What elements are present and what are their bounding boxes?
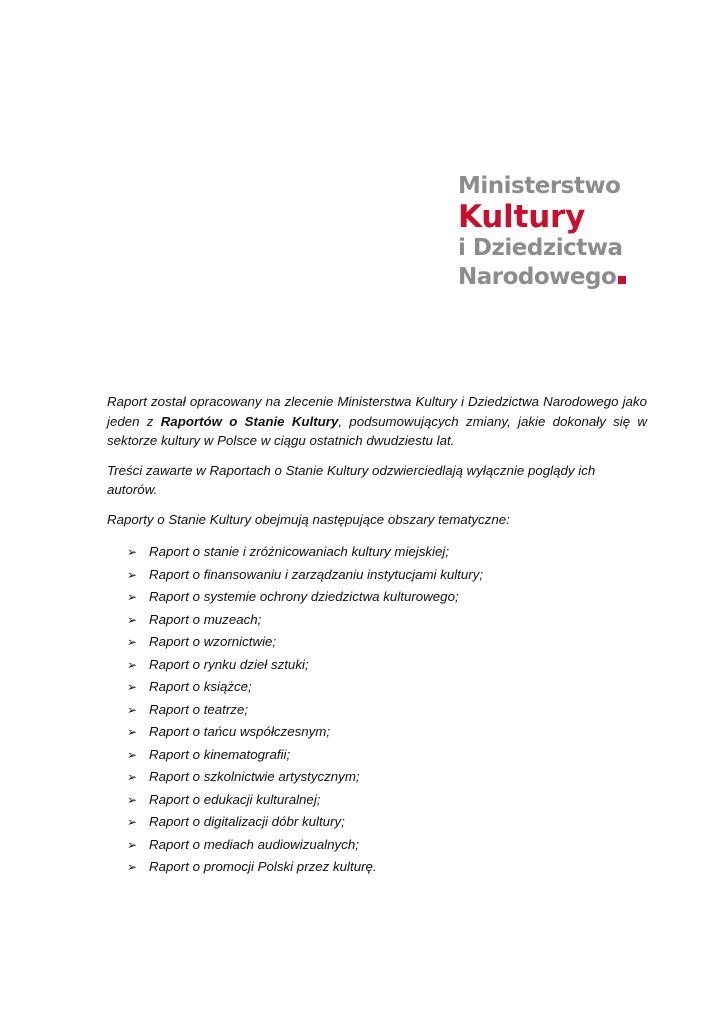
arrow-bullet-icon: ➢ [127,702,138,717]
intro-p1-bold: Raportów o Stanie Kultury [160,413,339,429]
topics-list [127,543,647,881]
intro-p1-start: Raport został opracowany na zlecenie Ministerstwa Kultury i Dziedzictwa Narodowego jako jeden z [107,394,647,429]
arrow-bullet-icon: ➢ [127,770,138,784]
list-item [127,611,647,634]
list-item [127,746,647,769]
topic-label: Raport o promocji Polski przez kulturę. [149,859,377,874]
list-item [127,836,647,859]
intro-text [107,392,647,539]
topic-label: Raport o książce; [149,679,252,694]
topic-label: Raport o tańcu współczesnym; [149,724,331,739]
topic-label: Raport o edukacji kulturalnej; [149,791,321,807]
logo-line-narodowego: Narodowego [458,264,617,290]
list-item [127,656,647,679]
arrow-bullet-icon: ➢ [127,635,138,649]
logo-line-ministerstwo: Ministerstwo [458,173,621,199]
list-item [127,588,647,611]
topic-label: Raport o rynku dzieł sztuki; [149,656,309,672]
list-item [127,543,647,566]
list-item [127,678,647,701]
arrow-bullet-icon: ➢ [127,567,138,582]
list-item [127,791,647,814]
list-item [127,723,647,746]
topic-label: Raport o digitalizacji dóbr kultury; [149,814,345,829]
list-item [127,813,647,836]
logo-line-narodowego-wrap [458,263,658,292]
topic-label: Raport o teatrze; [149,701,249,717]
list-item [127,633,647,656]
intro-p1-end: , podsumowujących zmiany, jakie dokonały się w sektorze kultury w Polsce w ciągu ostatnich dwudziestu lat. [107,413,647,448]
topic-label: Raport o wzornictwie; [149,634,277,649]
logo-line-kultury: Kultury [458,199,586,235]
topic-label: Raport o muzeach; [149,611,262,627]
intro-paragraph-1 [107,392,647,451]
topic-label: Raport o szkolnictwie artystycznym; [149,769,360,784]
arrow-bullet-icon: ➢ [127,657,138,672]
arrow-bullet-icon: ➢ [127,680,138,694]
topic-label: Raport o kinematografii; [149,746,291,762]
arrow-bullet-icon: ➢ [127,545,138,559]
topic-label: Raport o mediach audiowizualnych; [149,836,359,852]
list-item [127,701,647,724]
arrow-bullet-icon: ➢ [127,612,138,627]
ministry-logo [458,172,658,292]
topic-label: Raport o systemie ochrony dziedzictwa kulturowego; [149,589,459,604]
arrow-bullet-icon: ➢ [127,837,138,852]
arrow-bullet-icon: ➢ [127,860,138,874]
logo-red-dot [618,276,626,284]
logo-line-dziedzictwa: i Dziedzictwa [458,235,623,261]
arrow-bullet-icon: ➢ [127,725,138,739]
topic-label: Raport o finansowaniu i zarządzaniu instytucjami kultury; [149,566,484,582]
list-item [127,768,647,791]
list-item [127,858,647,881]
intro-paragraph-2: Treści zawarte w Raportach o Stanie Kultury odzwierciedlają wyłącznie poglądy ich autorów. [107,462,596,497]
arrow-bullet-icon: ➢ [127,792,138,807]
arrow-bullet-icon: ➢ [127,815,138,829]
arrow-bullet-icon: ➢ [127,590,138,604]
list-item [127,566,647,589]
arrow-bullet-icon: ➢ [127,747,138,762]
topic-label: Raport o stanie i zróżnicowaniach kultury miejskiej; [149,544,450,559]
intro-paragraph-3: Raporty o Stanie Kultury obejmują następujące obszary tematyczne: [107,511,510,527]
